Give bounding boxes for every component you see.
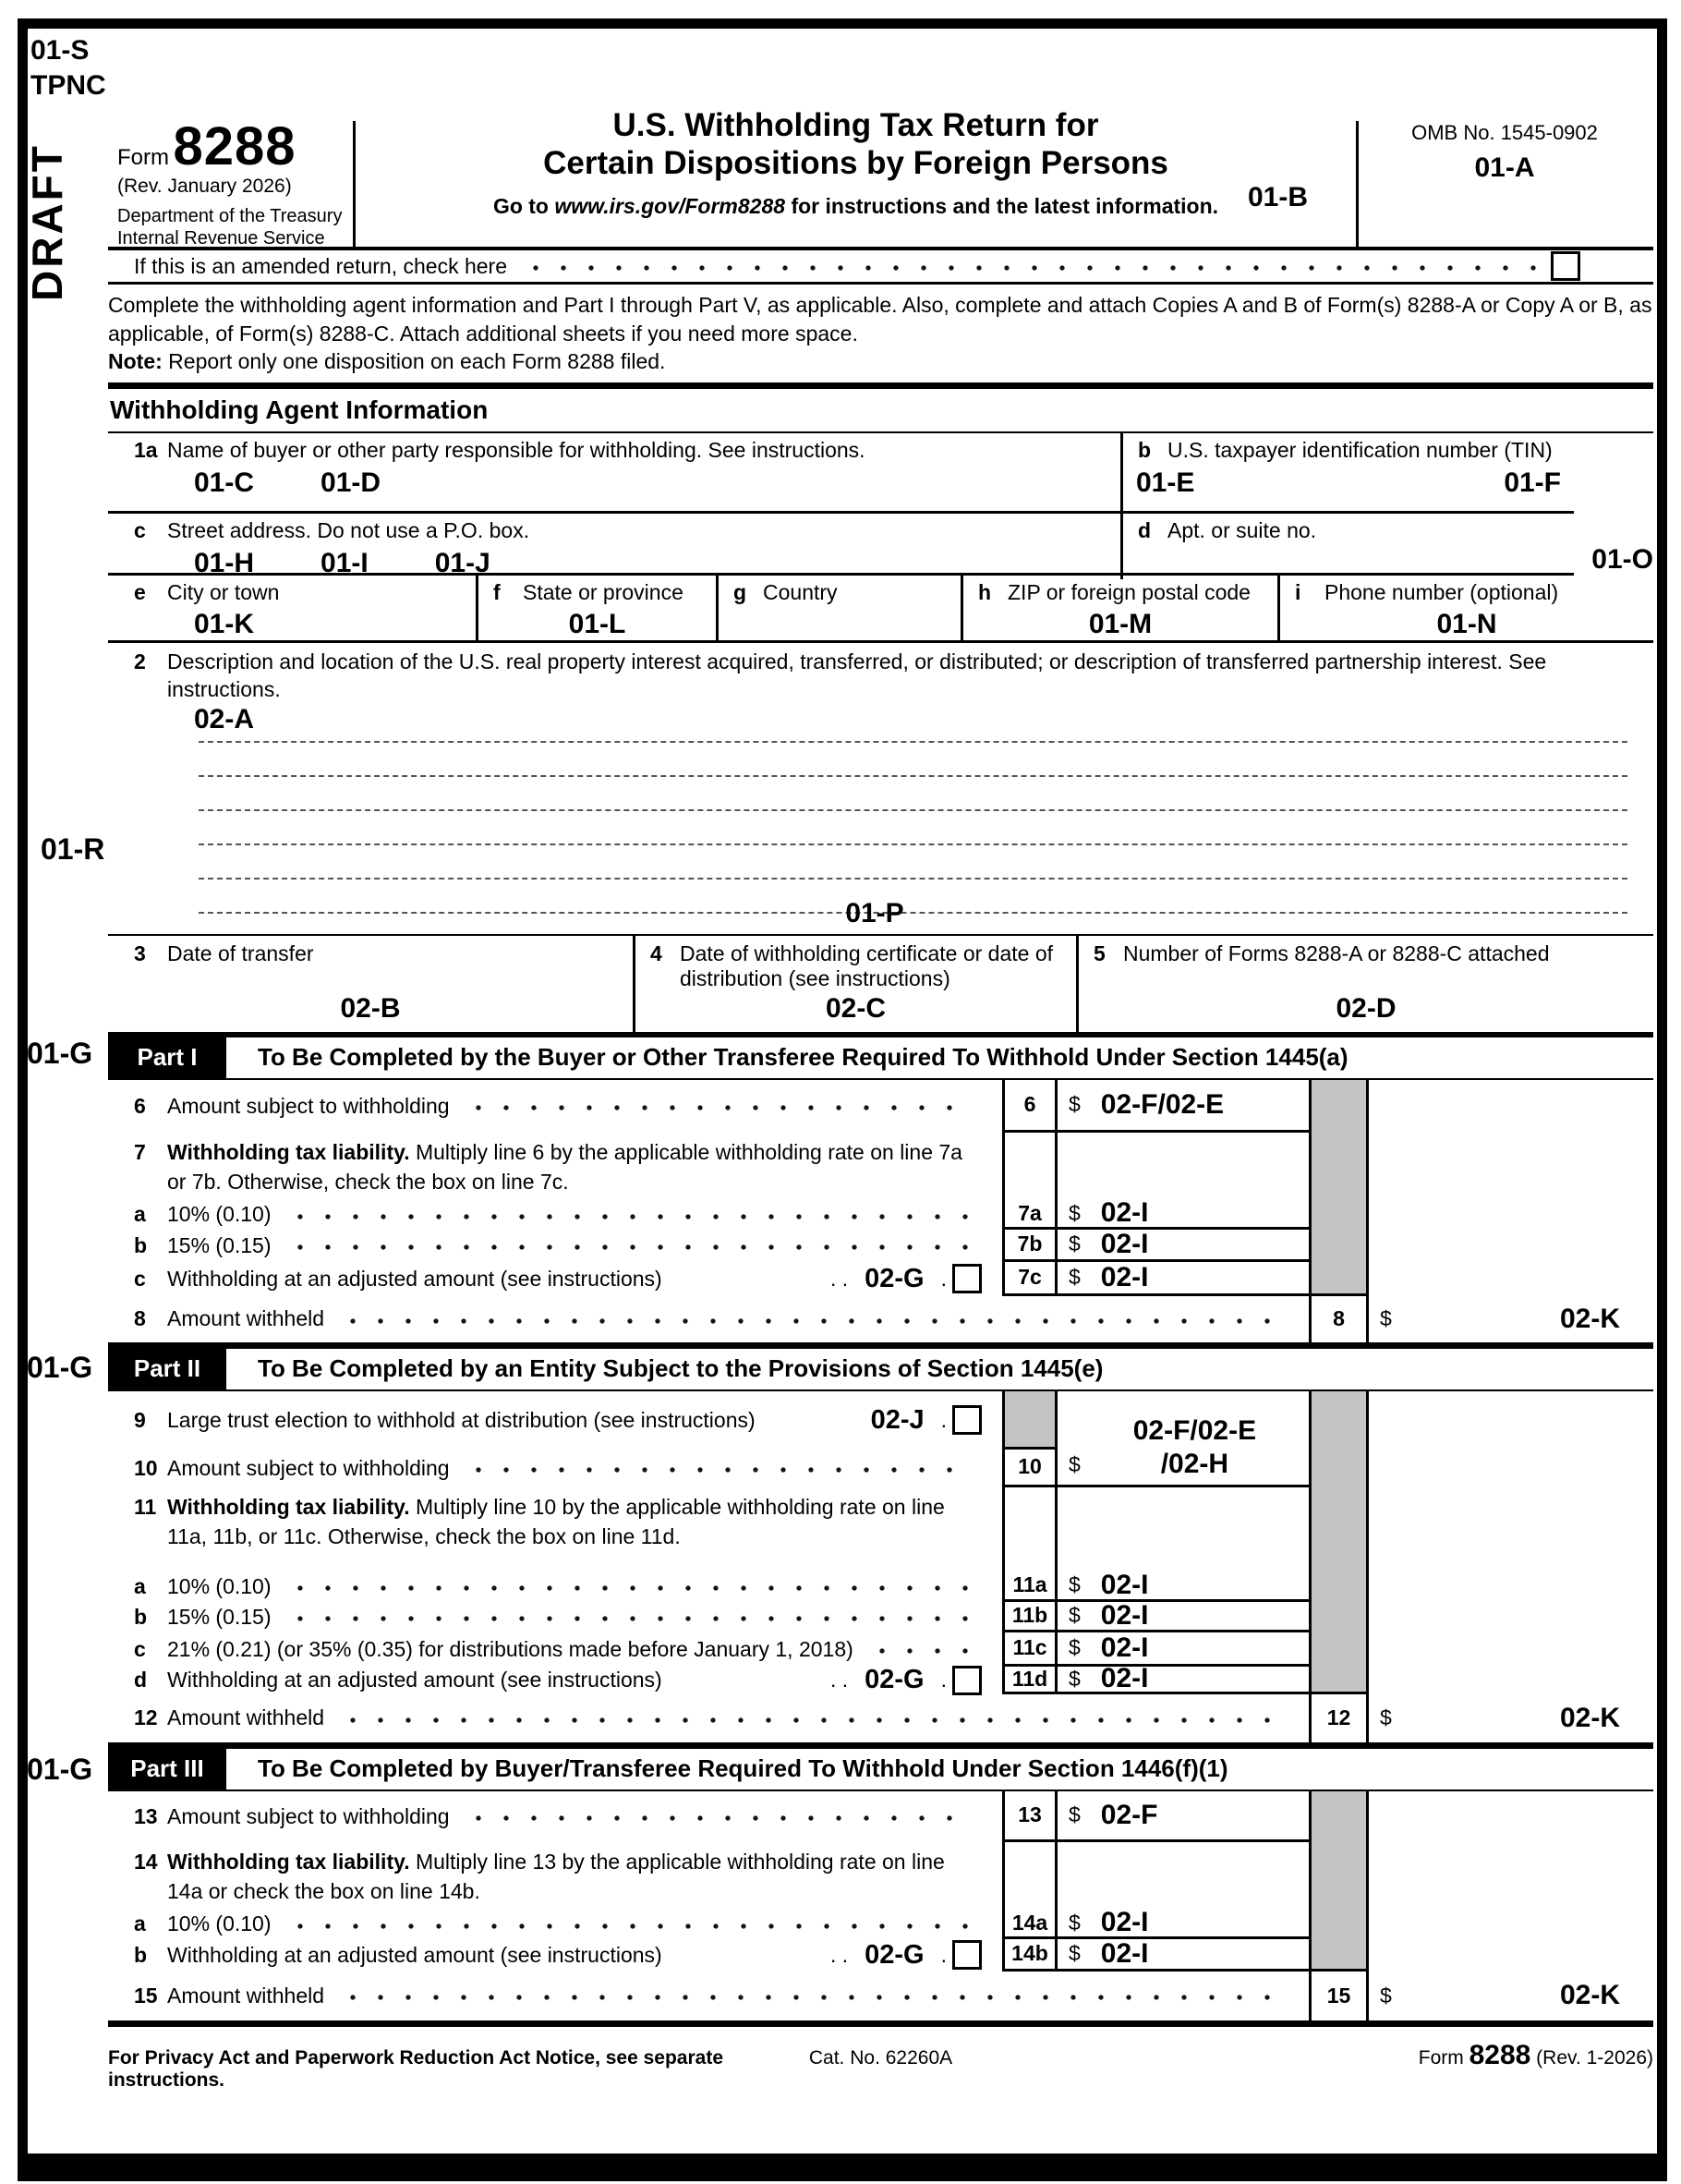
section-rule: [108, 382, 1653, 389]
dept-treasury: Department of the Treasury: [117, 206, 343, 227]
line11c-amount-field[interactable]: $ 02-I: [1058, 1632, 1312, 1667]
line14-label-row: 14 Withholding tax liability. Multiply line 13 by the applicable withholding rate on line 14a or check the box on line 14b.: [134, 1849, 945, 1903]
agent-row-1: [108, 433, 1653, 514]
value-line11b: 02-I: [1100, 1599, 1149, 1631]
agent-info-table: [108, 431, 1653, 643]
dotted-leader: [284, 1922, 969, 1931]
field-apt-suite[interactable]: d Apt. or suite no.: [1120, 514, 1653, 579]
code-02j: 02-J: [870, 1404, 925, 1435]
unused-area: [1369, 1391, 1653, 1694]
gutter-code-01g-part2: 01-G: [27, 1351, 93, 1384]
line14a-number-box: 14a: [1002, 1910, 1058, 1939]
form-footer-id: Form 8288 (Rev. 1-2026): [1418, 2039, 1654, 2070]
line9-label-row: 9 Large trust election to withhold at distribution (see instructions) 02-J .: [108, 1391, 1002, 1450]
value-line6: 02-F/02-E: [1100, 1088, 1225, 1120]
part2-table: [108, 1391, 1653, 1742]
dotted-leader: [463, 1814, 969, 1823]
line12-number-box: 12: [1312, 1694, 1369, 1742]
gutter-code-01r: 01-R: [41, 832, 105, 866]
value-line8: 02-K: [1559, 1303, 1620, 1334]
value-line11c: 02-I: [1100, 1632, 1149, 1663]
dotted-leader: [866, 1646, 969, 1656]
line9-checkbox[interactable]: [952, 1405, 982, 1435]
line14b-checkbox[interactable]: [952, 1940, 982, 1970]
value-02c: 02-C: [825, 992, 887, 1024]
line14b-number-box: 14b: [1002, 1939, 1058, 1972]
omb-block: [1356, 88, 1653, 247]
line11d-number-box: 11d: [1002, 1667, 1058, 1694]
intro-text: [108, 285, 1653, 376]
field-buyer-name[interactable]: 1a Name of buyer or other party responsible for withholding. See instructions. 01-C 01-D: [134, 437, 865, 498]
line14a-label-row: a 10% (0.10): [108, 1910, 1002, 1939]
code-01o: 01-O: [1574, 494, 1653, 577]
field-date-of-transfer[interactable]: 3 Date of transfer 02-B: [108, 936, 633, 1032]
line11c-number-box: 11c: [1002, 1632, 1058, 1667]
line13-label-row: 13 Amount subject to withholding: [108, 1791, 1002, 1842]
dotted-leader: [337, 1993, 1290, 2002]
line11b-label-row: b 15% (0.15): [108, 1602, 1002, 1632]
form-number: 8288: [173, 116, 296, 176]
line10-label-row: 10 Amount subject to withholding: [108, 1450, 1002, 1487]
irs-name: Internal Revenue Service: [117, 228, 325, 249]
value-line7a: 02-I: [1100, 1197, 1149, 1229]
write-in-line: [199, 845, 1627, 880]
line11a-number-box: 11a: [1002, 1571, 1058, 1602]
line6-amount-field[interactable]: $ 02-F/02-E: [1058, 1080, 1312, 1133]
value-line13: 02-F: [1100, 1799, 1158, 1830]
field-date-of-certificate[interactable]: 4 Date of withholding certificate or date of distribution (see instructions) 02-C: [633, 936, 1076, 1032]
page-footer: [108, 2027, 1653, 2092]
line11b-amount-field[interactable]: $ 02-I: [1058, 1602, 1312, 1632]
agent-row-3: [108, 576, 1653, 643]
field-zip[interactable]: h ZIP or foreign postal code 01-M: [961, 576, 1277, 640]
line7a-number-box: 7a: [1002, 1200, 1058, 1230]
amended-return-checkbox[interactable]: [1551, 251, 1580, 281]
dotted-leader: [284, 1243, 969, 1252]
form-revision: (Rev. January 2026): [117, 176, 292, 198]
line15-number-box: 15: [1312, 1972, 1369, 2020]
line8-amount-field[interactable]: $ 02-K: [1369, 1296, 1653, 1342]
note-text: Report only one disposition on each Form 8288 filed.: [162, 349, 666, 374]
intro-paragraph: Complete the withholding agent information and Part I through Part V, as applicable. Also, complete and attach Copies A and B of Form(s) 8288-A or Copy A or B, as applicable, of Form(s) 8288-C. Attach additional sheets if you need more space.: [108, 293, 1652, 346]
line7b-amount-field[interactable]: $ 02-I: [1058, 1230, 1312, 1262]
line6-number-box: 6: [1002, 1080, 1058, 1133]
empty-box: [1002, 1842, 1058, 1910]
line11b-number-box: 11b: [1002, 1602, 1058, 1632]
form-title-line1: U.S. Withholding Tax Return for: [612, 107, 1099, 143]
amended-return-row: [108, 250, 1653, 285]
part2-title: To Be Completed by an Entity Subject to the Provisions of Section 1445(e): [258, 1354, 1104, 1383]
empty-box: [1058, 1133, 1312, 1200]
part3-header: [108, 1749, 1653, 1791]
value-line7c: 02-I: [1100, 1261, 1149, 1292]
value-01c: 01-C: [194, 467, 255, 498]
unused-area: [1369, 1791, 1653, 1972]
part2-header: [108, 1349, 1653, 1391]
line14b-amount-field[interactable]: $ 02-I: [1058, 1939, 1312, 1972]
line7c-checkbox[interactable]: [952, 1264, 982, 1293]
code-01p: 01-P: [845, 897, 904, 928]
thick-rule: [108, 2020, 1653, 2027]
write-in-line: [199, 743, 1627, 777]
line14a-amount-field[interactable]: $ 02-I: [1058, 1910, 1312, 1939]
write-in-line: [199, 880, 1627, 914]
value-line10-a: 02-F/02-E: [1132, 1414, 1257, 1446]
dates-row: [108, 934, 1653, 1032]
dotted-leader: [284, 1614, 969, 1623]
note-label: Note:: [108, 349, 163, 374]
field-city[interactable]: e City or town 01-K: [108, 576, 476, 640]
catalog-number: Cat. No. 62260A: [808, 2046, 953, 2069]
value-02a: 02-A: [194, 703, 255, 734]
write-in-line: [199, 777, 1627, 811]
part1-table: [108, 1080, 1653, 1342]
code-02g: 02-G: [865, 1939, 925, 1970]
line12-label-row: 12 Amount withheld: [108, 1694, 1312, 1742]
dotted-leader: [463, 1465, 969, 1474]
value-01k: 01-K: [194, 608, 255, 639]
value-line11d: 02-I: [1100, 1663, 1149, 1694]
value-line10-b: /02-H: [1160, 1448, 1229, 1479]
value-02b: 02-B: [340, 992, 401, 1024]
form-title-block: [356, 88, 1356, 247]
empty-box: [1002, 1487, 1058, 1571]
dotted-leader: [337, 1716, 1290, 1725]
value-line11a: 02-I: [1100, 1569, 1149, 1600]
line14b-label-row: b Withholding at an adjusted amount (see instructions) . . 02-G .: [108, 1939, 1002, 1972]
value-01h: 01-H: [194, 547, 255, 578]
empty-box: [1002, 1133, 1058, 1200]
dotted-leader: [337, 1316, 1290, 1326]
omb-divider: [1356, 121, 1359, 247]
value-line15: 02-K: [1559, 1980, 1620, 2011]
field-tin[interactable]: b U.S. taxpayer identification number (TIN) 01-E 01-F: [1120, 433, 1653, 511]
line7a-amount-field[interactable]: $ 02-I: [1058, 1200, 1312, 1230]
code-02g: 02-G: [865, 1263, 925, 1293]
value-01n: 01-N: [1436, 608, 1497, 639]
shaded-column: [1312, 1791, 1369, 1972]
write-in-line: [199, 811, 1627, 845]
part1-label: Part I: [108, 1037, 226, 1078]
goto-instructions: Go to www.irs.gov/Form8288 for instructions and the latest information.: [492, 193, 1219, 218]
part2-label: Part II: [108, 1349, 226, 1389]
line6-label-row: 6 Amount subject to withholding: [108, 1080, 1002, 1133]
form-content: [108, 88, 1653, 2092]
value-01j: 01-J: [434, 547, 490, 578]
line11-label-row: 11 Withholding tax liability. Multiply line 10 by the applicable withholding rate on line 11a, 11b, or 11c. Otherwise, check the box on line 11d.: [134, 1494, 945, 1548]
draft-mark-01s: 01-S: [30, 35, 90, 66]
value-01l: 01-L: [568, 608, 626, 639]
gutter-code-01g-part3: 01-G: [27, 1753, 93, 1786]
draft-watermark: DRAFT: [23, 143, 71, 301]
part3-title: To Be Completed by Buyer/Transferee Required To Withhold Under Section 1446(f)(1): [258, 1754, 1228, 1783]
line15-amount-field[interactable]: $ 02-K: [1369, 1972, 1653, 2020]
line11a-amount-field[interactable]: $ 02-I: [1058, 1571, 1312, 1602]
line8-label-row: 8 Amount withheld: [108, 1296, 1312, 1342]
part3-table: [108, 1791, 1653, 2020]
line13-amount-field[interactable]: $ 02-F: [1058, 1791, 1312, 1842]
unused-area: [1369, 1080, 1653, 1296]
amended-return-label: If this is an amended return, check here: [134, 253, 507, 278]
field-country[interactable]: g Country: [716, 576, 961, 640]
value-01e: 01-E: [1136, 467, 1195, 498]
agent-row-2: [108, 514, 1653, 576]
privacy-act-notice: For Privacy Act and Paperwork Reduction Act Notice, see separate instructions.: [108, 2046, 724, 2091]
value-01f: 01-F: [1504, 467, 1561, 498]
shaded-column: [1312, 1080, 1369, 1296]
line8-number-box: 8: [1312, 1296, 1369, 1342]
thick-rule: [108, 1342, 1653, 1349]
dotted-leader: [284, 1583, 969, 1593]
draft-mark-tpnc: TPNC: [30, 70, 106, 101]
line10-number-box: 10: [1002, 1450, 1058, 1487]
field-state[interactable]: f State or province 01-L: [476, 576, 716, 640]
line12-amount-field[interactable]: $ 02-K: [1369, 1694, 1653, 1742]
line11c-label-row: c 21% (0.21) (or 35% (0.35) for distributions made before January 1, 2018): [108, 1632, 1002, 1667]
empty-box: [1058, 1487, 1312, 1571]
dotted-leader: [284, 1212, 969, 1221]
value-line14a: 02-I: [1100, 1907, 1149, 1938]
line7b-label-row: b 15% (0.15): [108, 1230, 1002, 1262]
line10-amount-field[interactable]: $ 02-F/02-E /02-H: [1058, 1391, 1312, 1487]
gutter-code-01g-part1: 01-G: [27, 1037, 93, 1070]
property-description-label: Description and location of the U.S. real property interest acquired, transferred, or distributed; or description of transferred partnership interest. See instructions.: [167, 649, 1547, 701]
shaded-column: [1312, 1391, 1369, 1694]
part1-header: [108, 1037, 1653, 1080]
field-phone[interactable]: i Phone number (optional) 01-N: [1277, 576, 1653, 640]
dotted-leader: [520, 263, 1538, 273]
value-01d: 01-D: [320, 467, 381, 498]
form-id-block: [108, 88, 356, 247]
value-line12: 02-K: [1559, 1702, 1620, 1733]
line7b-number-box: 7b: [1002, 1230, 1058, 1262]
field-street-address[interactable]: c Street address. Do not use a P.O. box. 01-H 01-I 01-J: [134, 517, 530, 578]
shaded-cell: [1002, 1391, 1058, 1450]
form-title-line2: Certain Dispositions by Foreign Persons: [543, 145, 1168, 182]
part3-label: Part III: [108, 1749, 226, 1790]
thick-rule: [108, 1742, 1653, 1749]
code-01a: 01-A: [1474, 152, 1535, 183]
part1-title: To Be Completed by the Buyer or Other Transferee Required To Withhold Under Section 1445(a): [258, 1043, 1348, 1072]
write-in-line: [199, 735, 1627, 743]
value-01m: 01-M: [1088, 608, 1153, 639]
irs-url: www.irs.gov/Form8288: [554, 193, 786, 218]
line13-number-box: 13: [1002, 1791, 1058, 1842]
form-word: Form: [117, 145, 169, 170]
line11d-label-row: d Withholding at an adjusted amount (see instructions) . . 02-G .: [108, 1667, 1002, 1694]
value-01i: 01-I: [320, 547, 369, 578]
line7c-label-row: c Withholding at an adjusted amount (see instructions) . . 02-G .: [108, 1262, 1002, 1296]
code-01b: 01-B: [1247, 182, 1308, 212]
value-line7b: 02-I: [1100, 1228, 1149, 1259]
value-02d: 02-D: [1336, 992, 1397, 1024]
line7-label-row: 7 Withholding tax liability. Multiply line 6 by the applicable withholding rate on line 7a or 7b. Otherwise, check the box on line 7c.: [134, 1139, 962, 1194]
line15-label-row: 15 Amount withheld: [108, 1972, 1312, 2020]
line11d-amount-field[interactable]: $ 02-I: [1058, 1667, 1312, 1694]
section-heading: Withholding Agent Information: [110, 394, 489, 424]
line11d-checkbox[interactable]: [952, 1666, 982, 1695]
field-number-of-forms[interactable]: 5 Number of Forms 8288-A or 8288-C attached 02-D: [1076, 936, 1653, 1032]
property-description[interactable]: 2 Description and location of the U.S. real property interest acquired, transferred, or distributed; or description of transferred partnership interest. See instructions. 02-A 01-P: [108, 643, 1653, 934]
line7a-label-row: a 10% (0.10): [108, 1200, 1002, 1230]
dotted-leader: [463, 1103, 969, 1112]
form-header: [108, 88, 1653, 250]
code-02g: 02-G: [865, 1665, 925, 1695]
empty-box: [1058, 1842, 1312, 1910]
value-line14b: 02-I: [1100, 1937, 1149, 1969]
line11a-label-row: a 10% (0.10): [108, 1571, 1002, 1602]
line7c-number-box: 7c: [1002, 1262, 1058, 1296]
omb-number: OMB No. 1545-0902: [1411, 121, 1598, 144]
line7c-amount-field[interactable]: $ 02-I: [1058, 1262, 1312, 1296]
